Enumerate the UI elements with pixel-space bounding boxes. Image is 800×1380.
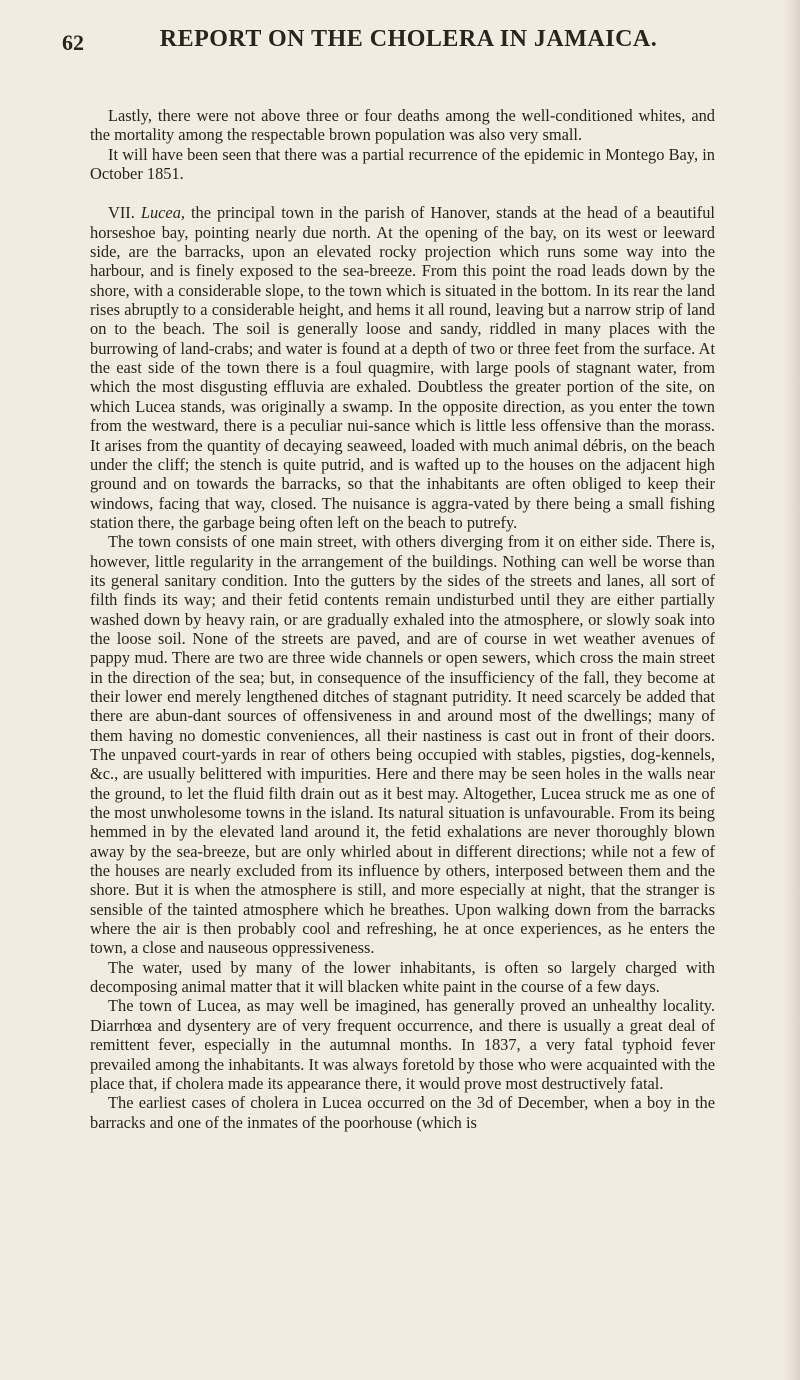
paragraph-town-layout: The town consists of one main street, with others diverging from it on either side. There is, however, little regularity in the arrangement of the buildings. Nothing can well be worse than its general sanitary condition. Into the gutters by the sides of the streets and lanes, all sort of filth finds its way; and their fetid contents remain undisturbed until they are either partially washed down by heavy rain, or are gradually exhaled into the atmosphere, or slowly soak into the loose soil. None of the streets are paved, and are of course in wet weather avenues of pappy mud. There are two are three wide channels or open sewers, which cross the main street in the direction of the sea; but, in consequence of the insufficiency of the fall, they become at their lower end merely lengthened ditches of stagnant putridity. It need scarcely be added that there are abun-dant sources of offensiveness in and around most of the dwellings; many of them having no domestic conveniences, all their nastiness is cast out in front of their doors. The unpaved court-yards in rear of others being occupied with stables, pigsties, dog-kennels, &c., are usually belittered with impurities. Here and there may be seen holes in the walls near the ground, to let the fluid filth drain out as it best may. Altogether, Lucea struck me as one of the most unwholesome towns in the island. Its natural situation is unfavourable. From its being hemmed in by the elevated land around it, the fetid exhalations are never thoroughly blown away by the sea-breeze, but are only whirled about in different directions; while not a few of the houses are nearly excluded from its influence by others, interposed between them and the shore. But it is when the atmosphere is still, and more especially at night, that the stranger is sensible of the tainted atmosphere which he breathes. Upon walking down from the barracks where the air is then probably cool and refreshing, he at once experiences, as he enters the town, a close and nauseous oppressiveness. (90, 532, 715, 958)
paragraph-recurrence-montego-bay: It will have been seen that there was a partial recurrence of the epidemic in Montego Bay, in October 1851. (90, 144, 715, 184)
paragraph-water: The water, used by many of the lower inhabitants, is often so largely charged with decomposing animal matter that it will blacken white paint in the course of a few days. (90, 957, 715, 997)
running-title: REPORT ON THE CHOLERA IN JAMAICA. (159, 26, 658, 52)
document-page (62, 26, 715, 1132)
page-number: 62 (62, 30, 84, 55)
page-header (62, 26, 715, 64)
paragraph-earliest-cases: The earliest cases of cholera in Lucea occurred on the 3d of December, when a boy in the barracks and one of the inmates of the poorhouse (which is (90, 1093, 715, 1132)
section-vii-text: the principal town in the parish of Hanover, stands at the head of a beautiful horseshoe bay, pointing nearly due north. At the opening of the bay, on its west or leeward side, are the barracks, upon an elevated rocky projection which runs some way into the harbour, and is finely exposed to the sea-breeze. From this point the road leads down by the shore, with a considerable slope, to the town which is situated in the bottom. In its rear the land rises abruptly to a considerable height, and hems it all round, leaving but a narrow strip of land on to the beach. The soil is generally loose and sandy, riddled in many places with the burrowing of land-crabs; and water is found at a depth of two or three feet from the surface. At the east side of the town there is a foul quagmire, with large pools of stagnant water, from which the most disgusting effluvia are exhaled. Doubtless the greater portion of the site, on which Lucea stands, was originally a swamp. In the opposite direction, as you enter the town from the westward, there is a peculiar nui-sance which is little less offensive than the morass. It arises from the quantity of decaying seaweed, loaded with much animal débris, on the beach under the cliff; the stench is quite putrid, and is wafted up to the houses on the adjacent high ground and on towards the barracks, so that the inhabitants are often obliged to keep their windows, facing that way, closed. The nuisance is aggra-vated by there being a small fishing station there, the garbage being often left on the beach to putrefy. (90, 203, 715, 532)
section-town-name: Lucea, (140, 203, 185, 223)
paragraph-unhealthy-locality: The town of Lucea, as may well be imagined, has generally proved an unhealthy locality. Diarrhœa and dysentery are of very frequent occurrence, and there is usually a great deal of remittent fever, especially in the autumnal months. In 1837, a very fatal typhoid fever prevailed among the inhabitants. It was always foretold by those who were acquainted with the place that, if cholera made its appearance there, it would prove most destructively fatal. (90, 996, 715, 1093)
section-number: VII. (108, 203, 135, 223)
section-vii-lucea (90, 203, 715, 532)
paragraph-deaths-whites: Lastly, there were not above three or four deaths among the well-conditioned whites, and the mortality among the respectable brown population was also very small. (90, 106, 715, 145)
page-edge-shadow (784, 0, 800, 1380)
